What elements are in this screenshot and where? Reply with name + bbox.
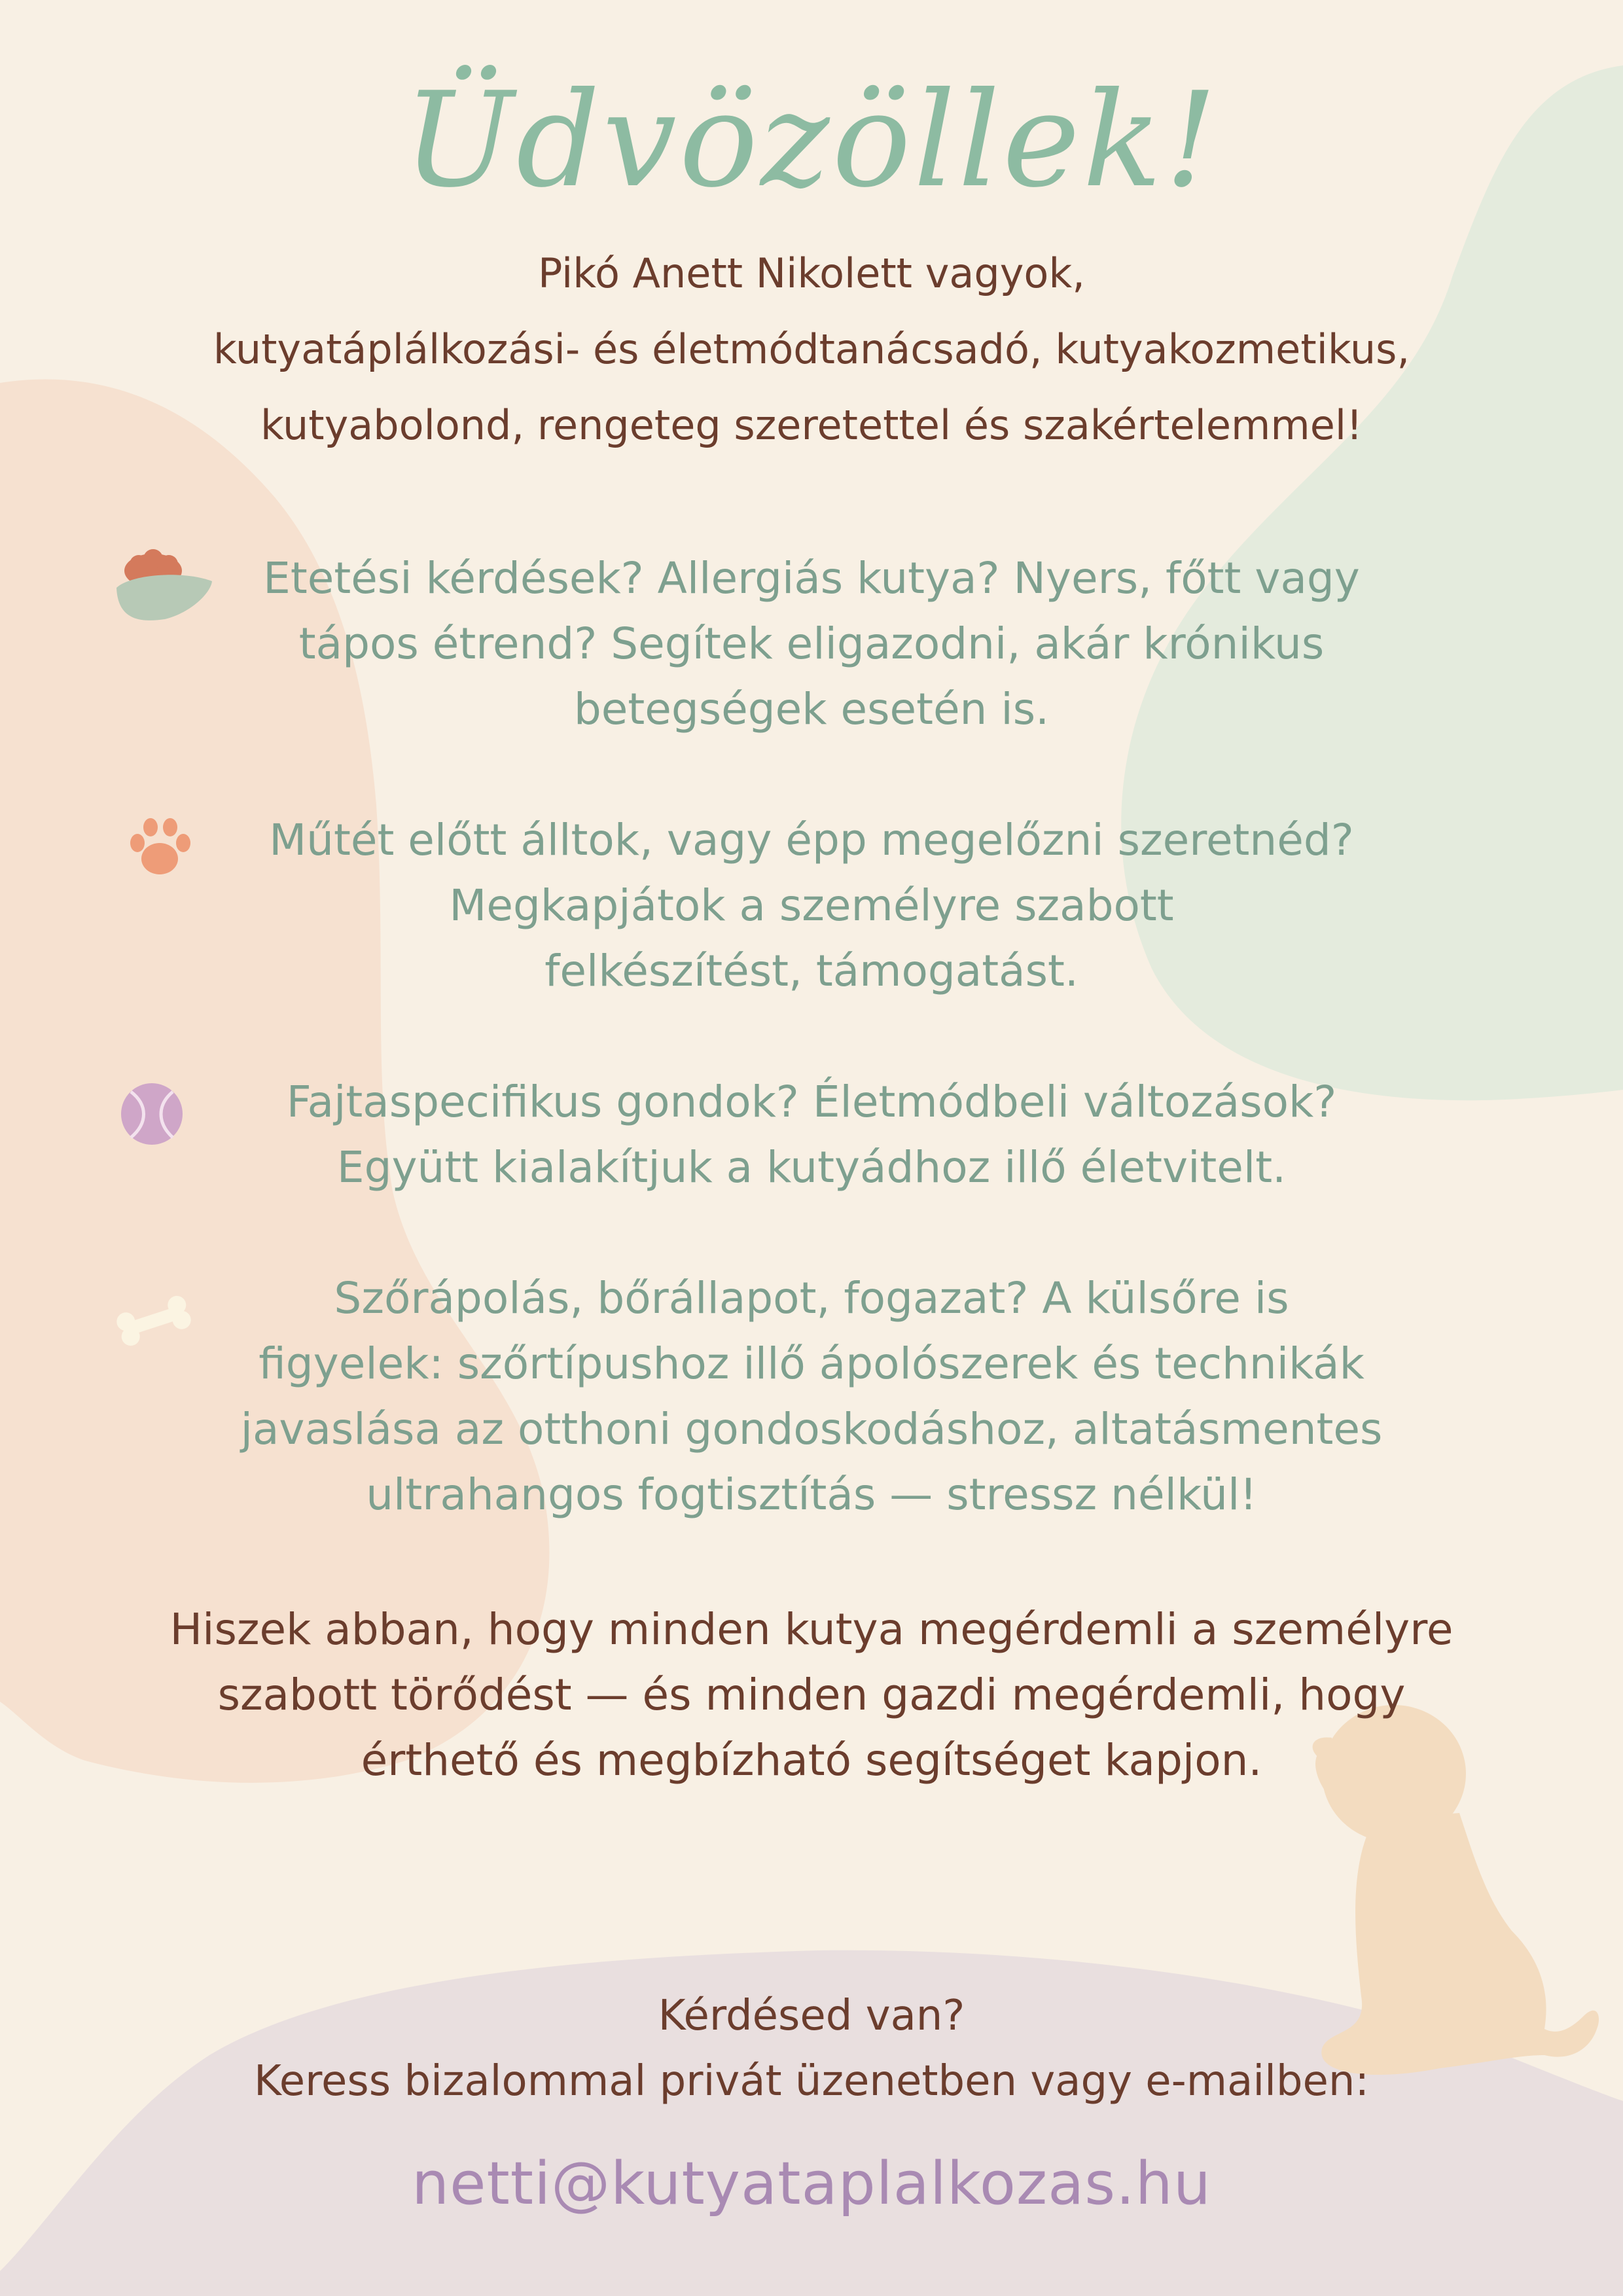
ball-icon — [119, 1081, 185, 1147]
belief-line: Hiszek abban, hogy minden kutya megérdemli a személyre — [169, 1604, 1454, 1655]
feature-line: Etetési kérdések? Allergiás kutya? Nyers, főtt vagy — [263, 553, 1360, 603]
feature-line: betegségek esetén is. — [573, 684, 1050, 734]
bone-icon — [111, 1288, 196, 1354]
feature-line: tápos étrend? Segítek eligazodni, akár krónikus — [298, 619, 1325, 669]
contact-prompt — [92, 1983, 1531, 2114]
feature-line: felkészítést, támogatást. — [544, 946, 1079, 996]
belief-line: szabott törődést — és minden gazdi megérdemli, hogy — [217, 1670, 1406, 1720]
feature-nutrition — [196, 546, 1427, 742]
intro-text — [92, 236, 1531, 463]
contact-line: Kérdésed van? — [658, 1992, 965, 2040]
contact-line: Keress bizalommal privát üzenetben vagy e-mailben: — [253, 2057, 1370, 2106]
feature-lifestyle — [196, 1069, 1427, 1200]
feature-line: Fajtaspecifikus gondok? Életmódbeli változások? — [286, 1077, 1337, 1127]
feature-line: Megkapjátok a személyre szabott — [449, 880, 1174, 931]
feature-grooming — [196, 1266, 1427, 1528]
page-title: Üdvözöllek! — [403, 64, 1220, 217]
intro-line: kutyabolond, rengeteg szeretettel és szakértelemmel! — [260, 401, 1363, 449]
feature-line: Együtt kialakítjuk a kutyádhoz illő életvitelt. — [336, 1142, 1287, 1193]
feature-line: ultrahangos fogtisztítás — stressz nélkül! — [366, 1469, 1257, 1520]
intro-line: kutyatáplálkozási- és életmódtanácsadó, kutyakozmetikus, — [213, 325, 1410, 373]
feature-line: figyelek: szőrtípushoz illő ápolószerek és technikák — [259, 1338, 1364, 1389]
feature-line: Szőrápolás, bőrállapot, fogazat? A külsőre is — [334, 1273, 1289, 1323]
paw-icon — [123, 812, 195, 884]
belief-line: érthető és megbízható segítséget kapjon. — [361, 1735, 1262, 1785]
feature-surgery — [196, 808, 1427, 1004]
belief-statement — [92, 1597, 1531, 1793]
feature-line: Műtét előtt álltok, vagy épp megelőzni szeretnéd? — [269, 815, 1354, 865]
email-link[interactable]: netti@kutyataplalkozas.hu — [412, 2149, 1211, 2218]
intro-line: Pikó Anett Nikolett vagyok, — [538, 249, 1085, 297]
feature-line: javaslása az otthoni gondoskodáshoz, altatásmentes — [240, 1404, 1383, 1454]
